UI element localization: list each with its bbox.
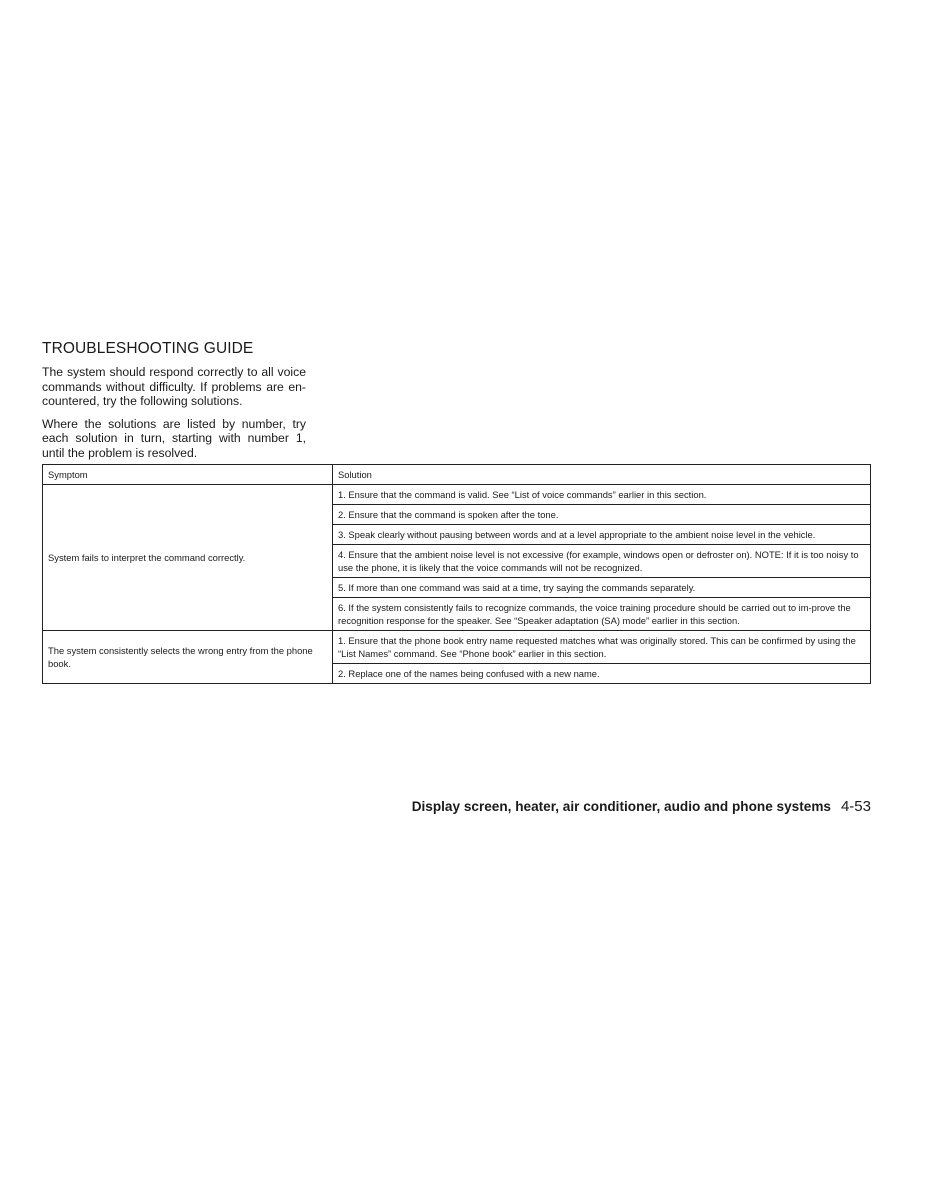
table-row — [43, 485, 871, 505]
table-header-row — [43, 465, 871, 485]
solution-cell: 6. If the system consistently fails to recognize commands, the voice training procedure should be carried out to im-prove the recognition response for the speaker. See “Speaker adaptation (SA) mode” earlier in this section. — [333, 598, 871, 631]
solution-cell: 1. Ensure that the command is valid. See “List of voice commands” earlier in this section. — [333, 485, 871, 505]
solution-cell: 2. Replace one of the names being confused with a new name. — [333, 664, 871, 684]
intro-text — [42, 365, 306, 469]
symptom-cell: The system consistently selects the wrong entry from the phone book. — [43, 631, 333, 684]
troubleshooting-table — [42, 464, 871, 684]
solution-cell: 2. Ensure that the command is spoken after the tone. — [333, 505, 871, 525]
column-header-symptom: Symptom — [43, 465, 333, 485]
intro-paragraph: The system should respond correctly to all voice commands without difficulty. If problems are en-countered, try the following solutions. — [42, 365, 306, 409]
column-header-solution: Solution — [333, 465, 871, 485]
section-heading: TROUBLESHOOTING GUIDE — [42, 340, 254, 357]
solution-cell: 5. If more than one command was said at a time, try saying the commands separately. — [333, 578, 871, 598]
page-footer — [412, 798, 871, 815]
solution-cell: 3. Speak clearly without pausing between words and at a level appropriate to the ambient noise level in the vehicle. — [333, 525, 871, 545]
page-number: 4-53 — [840, 798, 871, 815]
footer-section-title: Display screen, heater, air conditioner, audio and phone systems — [411, 799, 831, 814]
intro-paragraph: Where the solutions are listed by number, try each solution in turn, starting with number 1, until the problem is resolved. — [42, 416, 306, 460]
solution-cell: 1. Ensure that the phone book entry name requested matches what was originally stored. This can be confirmed by using the “List Names” command. See “Phone book” earlier in this section. — [333, 631, 871, 664]
symptom-cell: System fails to interpret the command correctly. — [43, 485, 333, 631]
table-row — [43, 631, 871, 664]
solution-cell: 4. Ensure that the ambient noise level is not excessive (for example, windows open or defroster on). NOTE: If it is too noisy to use the phone, it is likely that the voice commands will not be recognized. — [333, 545, 871, 578]
